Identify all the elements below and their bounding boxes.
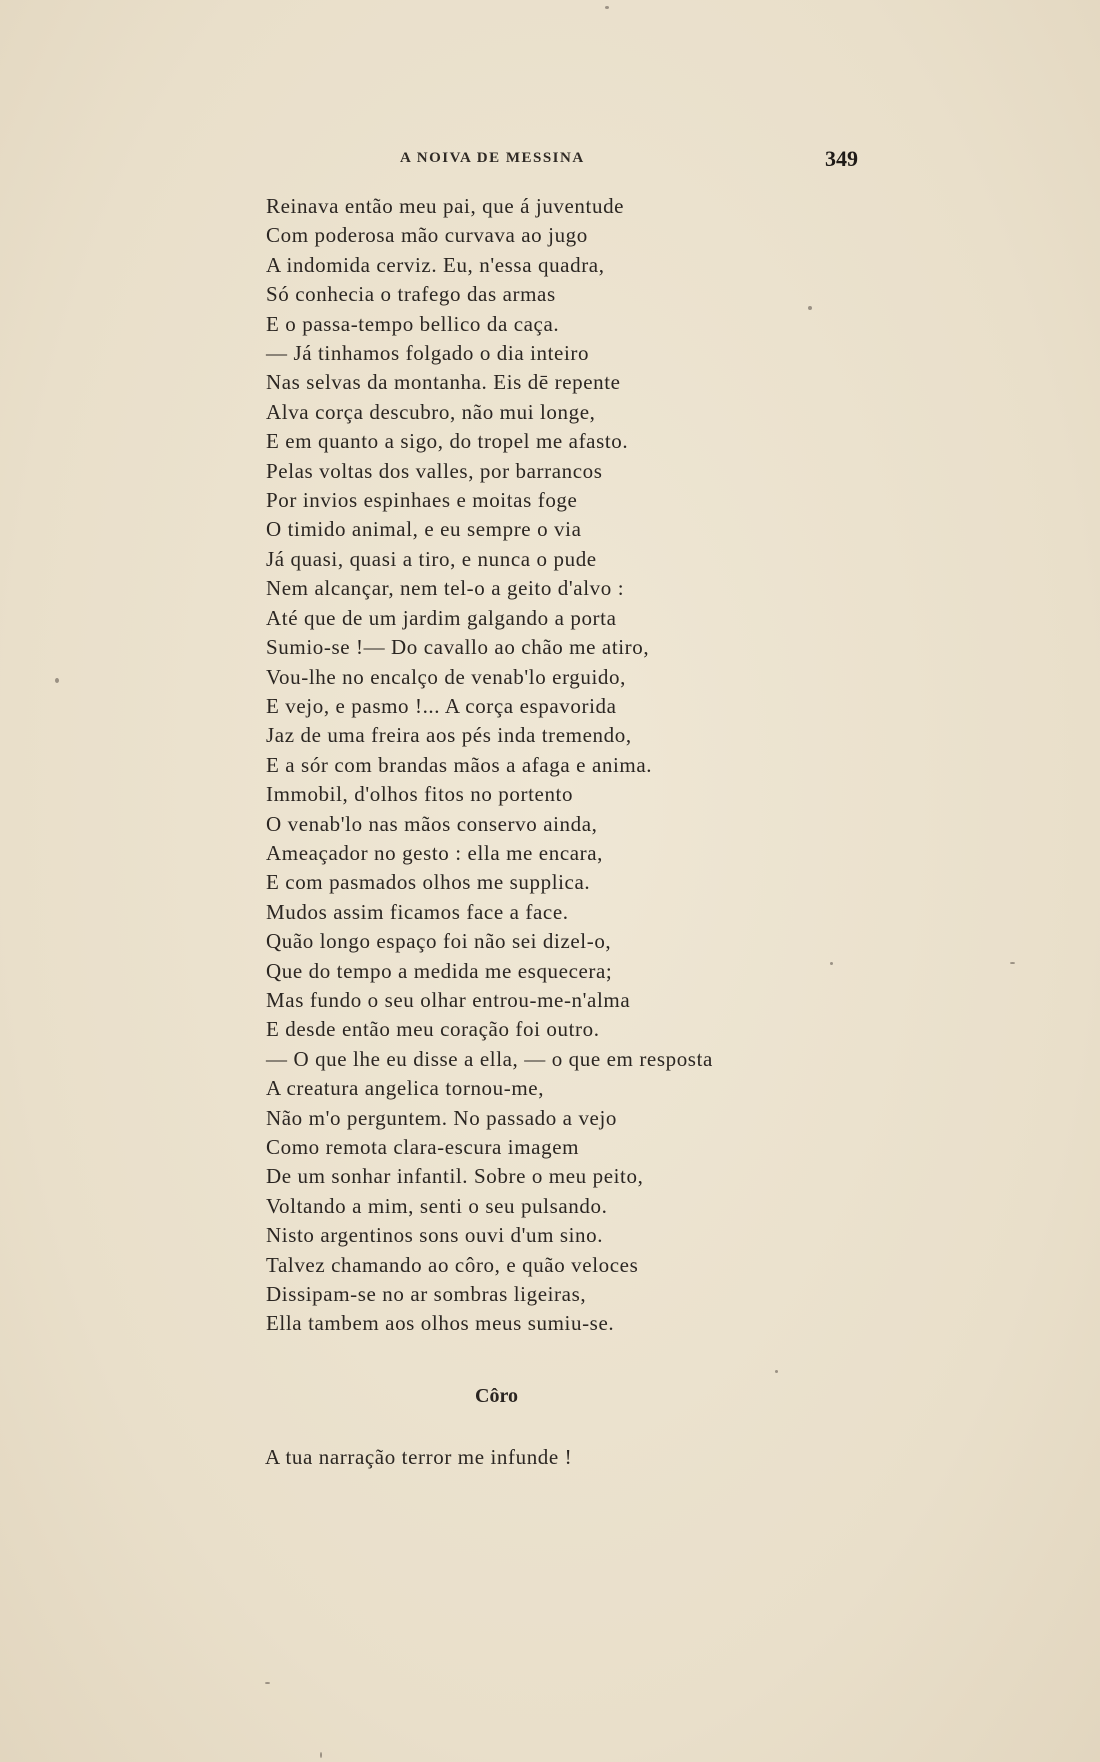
poem-line: A indomida cerviz. Eu, n'essa quadra, [266, 252, 605, 277]
poem-line: Nem alcançar, nem tel-o a geito d'alvo : [266, 576, 625, 601]
chorus-speaker-heading: Côro [475, 1385, 518, 1407]
paper-speck [265, 1682, 270, 1684]
paper-speck [605, 6, 609, 9]
poem-line: — O que lhe eu disse a ella, — o que em resposta [266, 1046, 713, 1071]
poem-line: E vejo, e pasmo !... A corça espavorida [266, 693, 617, 718]
poem-line: Reinava então meu pai, que á juventude [266, 194, 625, 218]
poem-line: Já quasi, quasi a tiro, e nunca o pude [266, 546, 597, 571]
poem-line: E desde então meu coração foi outro. [266, 1017, 600, 1042]
poem-line: A creatura angelica tornou-me, [266, 1076, 545, 1101]
poem-line: Vou-lhe no encalço de venab'lo erguido, [266, 664, 626, 689]
poem-line: Só conhecia o trafego das armas [266, 282, 556, 307]
poem-line: Por invios espinhaes e moitas foge [266, 488, 578, 513]
paper-speck [775, 1370, 778, 1373]
paper-speck [55, 678, 59, 683]
poem-text [266, 192, 1046, 1339]
poem-line: E o passa-tempo bellico da caça. [266, 311, 560, 336]
poem-line: Voltando a mim, senti o seu pulsando. [266, 1193, 608, 1218]
poem-line: Ameaçador no gesto : ella me encara, [266, 840, 604, 865]
poem-line: Sumio-se !— Do cavallo ao chão me atiro, [266, 635, 650, 660]
paper-speck [830, 962, 833, 965]
poem-line: — Já tinhamos folgado o dia inteiro [266, 341, 590, 366]
poem-line: Nisto argentinos sons ouvi d'um sino. [266, 1223, 604, 1248]
poem-line: Jaz de uma freira aos pés inda tremendo, [266, 723, 632, 748]
poem-line: E em quanto a sigo, do tropel me afasto. [266, 429, 629, 454]
poem-line: Mudos assim ficamos face a face. [266, 899, 569, 924]
poem-line: Até que de um jardim galgando a porta [266, 605, 617, 630]
poem-line: O timido animal, e eu sempre o via [266, 517, 582, 542]
poem-line: Dissipam-se no ar sombras ligeiras, [266, 1282, 587, 1307]
poem-line: O venab'lo nas mãos conservo ainda, [266, 811, 598, 836]
paper-speck [320, 1752, 322, 1758]
poem-line: Alva corça descubro, não mui longe, [266, 399, 596, 424]
poem-line: Quão longo espaço foi não sei dizel-o, [266, 929, 612, 954]
paper-speck [1010, 962, 1015, 964]
poem-line: Immobil, d'olhos fitos no portento [266, 782, 574, 807]
chorus-line: A tua narração terror me infunde ! [265, 1445, 573, 1469]
poem-line: De um sonhar infantil. Sobre o meu peito, [266, 1164, 644, 1189]
poem-line: Que do tempo a medida me esquecera; [266, 958, 613, 983]
poem-line: Ella tambem aos olhos meus sumiu-se. [266, 1311, 615, 1336]
page-number: 349 [825, 146, 858, 171]
poem-line: Mas fundo o seu olhar entrou-me-n'alma [266, 987, 631, 1012]
poem-line: Com poderosa mão curvava ao jugo [266, 223, 588, 248]
running-title: A NOIVA DE MESSINA [400, 150, 585, 166]
poem-line: Nas selvas da montanha. Eis dē repente [266, 370, 621, 395]
paper-speck [808, 306, 812, 310]
poem-line: Pelas voltas dos valles, por barrancos [266, 458, 603, 483]
poem-line: Não m'o perguntem. No passado a vejo [266, 1105, 618, 1130]
poem-line: E com pasmados olhos me supplica. [266, 870, 591, 895]
poem-line: Como remota clara-escura imagem [266, 1135, 580, 1159]
poem-line: Talvez chamando ao côro, e quão veloces [266, 1252, 639, 1277]
poem-line: E a sór com brandas mãos a afaga e anima. [266, 752, 653, 777]
